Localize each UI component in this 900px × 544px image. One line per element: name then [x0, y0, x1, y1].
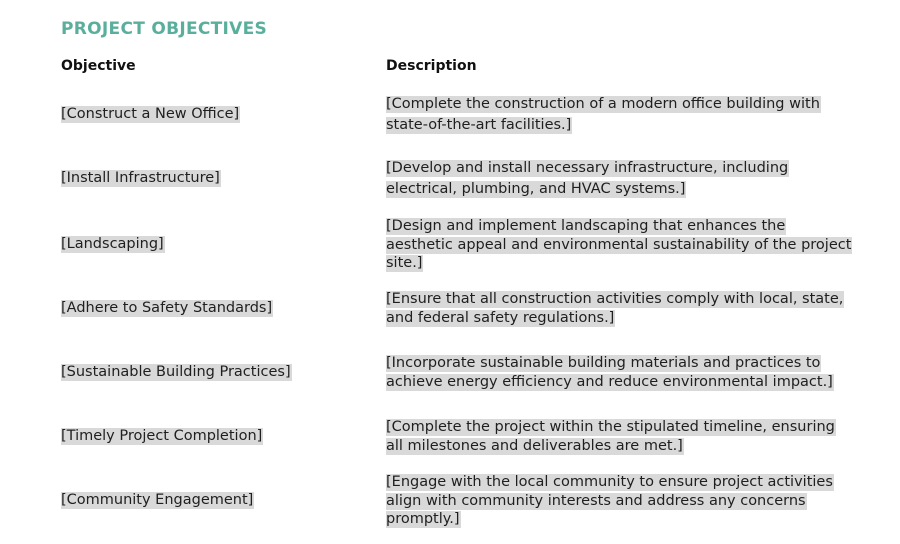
- objective-text[interactable]: [Timely Project Completion]: [61, 428, 263, 444]
- description-cell: [386, 217, 856, 273]
- objective-cell: [61, 104, 240, 124]
- objective-text[interactable]: [Adhere to Safety Standards]: [61, 300, 273, 316]
- description-cell: [386, 290, 856, 327]
- objective-text[interactable]: [Construct a New Office]: [61, 106, 240, 122]
- objective-text[interactable]: [Landscaping]: [61, 236, 164, 252]
- objective-column-header: Objective: [61, 58, 136, 74]
- objective-text[interactable]: [Install Infrastructure]: [61, 170, 220, 186]
- description-cell: [386, 473, 856, 529]
- description-text[interactable]: [Complete the project within the stipulated timeline, ensuring all milestones and deliverables are met.]: [386, 419, 835, 454]
- description-text[interactable]: [Complete the construction of a modern office building with state-of-the-art facilities.]: [386, 96, 820, 133]
- section-title: PROJECT OBJECTIVES: [61, 19, 268, 39]
- description-cell: [386, 418, 856, 455]
- description-text[interactable]: [Incorporate sustainable building materials and practices to achieve energy efficiency and reduce environmental impact.]: [386, 355, 833, 390]
- objective-text[interactable]: [Sustainable Building Practices]: [61, 364, 291, 380]
- description-text[interactable]: [Develop and install necessary infrastructure, including electrical, plumbing, and HVAC systems.]: [386, 160, 789, 197]
- description-text[interactable]: [Design and implement landscaping that enhances the aesthetic appeal and environmental sustainability of the project site.]: [386, 218, 852, 271]
- objective-cell: [61, 168, 221, 188]
- description-column-header: Description: [386, 58, 477, 74]
- objective-cell: [61, 298, 273, 318]
- description-text[interactable]: [Engage with the local community to ensure project activities align with community interests and address any concerns promptly.]: [386, 474, 833, 527]
- objective-cell: [61, 234, 165, 254]
- objective-cell: [61, 362, 292, 382]
- description-cell: [386, 158, 856, 200]
- objective-text[interactable]: [Community Engagement]: [61, 492, 254, 508]
- description-cell: [386, 94, 856, 136]
- description-cell: [386, 354, 856, 391]
- description-text[interactable]: [Ensure that all construction activities comply with local, state, and federal safety regulations.]: [386, 291, 844, 326]
- objective-cell: [61, 490, 254, 510]
- objective-cell: [61, 426, 263, 446]
